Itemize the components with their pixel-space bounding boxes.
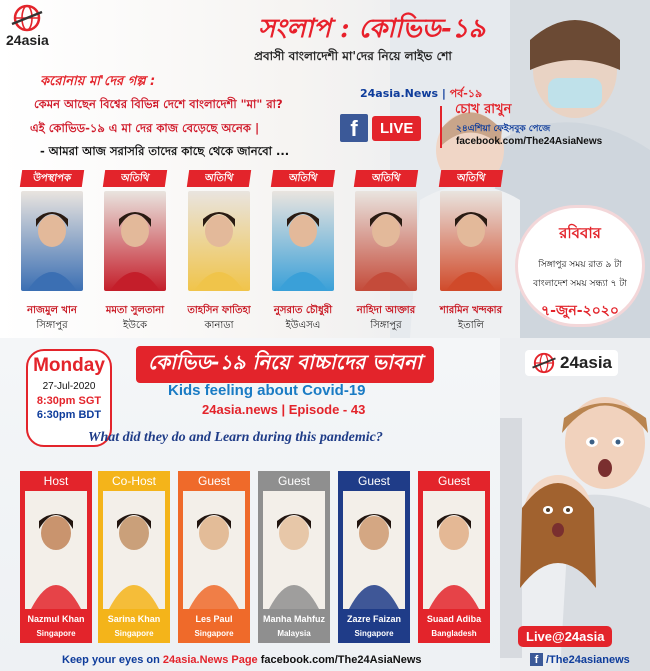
- kid-photo: [263, 491, 325, 609]
- top-logo: [6, 4, 49, 48]
- guest-country: ইউএসএ: [285, 320, 321, 331]
- kid-photo: [25, 491, 87, 609]
- kid-role: Guest: [357, 474, 390, 488]
- badge-bd-time: বাংলাদেশ সময় সন্ধ্যা ৭ টা: [533, 279, 627, 289]
- sgt-label: 8:30pm SGT: [36, 395, 102, 407]
- guest-photo: [440, 191, 502, 291]
- kid-name: Les Paul: [195, 614, 233, 624]
- guest-photo: [272, 191, 334, 291]
- child-icon: [25, 491, 87, 609]
- bottom-logo-text: 24asia: [560, 353, 612, 372]
- guest-card: [188, 170, 250, 291]
- child-icon: [103, 491, 165, 609]
- kid-name: Suaad Adiba: [426, 614, 482, 624]
- english-title: Kids feeling about Covid-19: [168, 382, 366, 399]
- story-heading: করোনায় মা'দের গল্প :: [40, 74, 156, 89]
- top-title: সংলাপ : কোভিড-১৯: [258, 14, 486, 44]
- guest-name: শারমিন খন্দকার: [439, 305, 503, 316]
- globe-icon: [10, 4, 44, 32]
- kid-photo: [183, 491, 245, 609]
- guest-card: [21, 170, 83, 291]
- person-icon: [355, 191, 417, 291]
- kid-country: Bangladesh: [431, 629, 477, 638]
- person-icon: [272, 191, 334, 291]
- story-line-3: - আমরা আজ সরাসরি তাদের কাছে থেকে জানবো ...: [40, 144, 290, 158]
- guest-role: অতিথি: [103, 170, 167, 187]
- guest-name: তাহসিন ফাতিহা: [187, 305, 251, 316]
- badge-day: রবিবার: [559, 224, 601, 242]
- child-icon: [423, 491, 485, 609]
- footer-fb-url[interactable]: facebook.com/The24AsiaNews: [260, 654, 422, 666]
- kid-name: Nazmul Khan: [27, 614, 85, 624]
- top-subtitle: প্রবাসী বাংলাদেশী মা'দের নিয়ে লাইভ শো: [254, 49, 452, 63]
- guest-role: অতিথি: [354, 170, 418, 187]
- child-icon: [183, 491, 245, 609]
- guest-photo: [188, 191, 250, 291]
- live-tag[interactable]: Live@24asia: [518, 626, 612, 647]
- date-badge: [518, 208, 642, 324]
- bottom-logo: [525, 350, 618, 376]
- episode-label: 24asia.news | Episode - 43: [202, 402, 366, 417]
- badge-date: ৭-জুন-২০২০: [540, 303, 620, 319]
- guest-card: [355, 170, 417, 291]
- day-label: Monday: [33, 355, 105, 376]
- guest-country: কানাডা: [204, 320, 234, 331]
- kid-country: Singapore: [354, 629, 394, 638]
- live-button[interactable]: LIVE: [372, 116, 421, 141]
- kid-name: Manha Mahfuz: [263, 614, 325, 624]
- guest-country: ইউকে: [122, 320, 147, 331]
- footer-link[interactable]: 24asia.News Page: [162, 654, 258, 666]
- guest-role: অতিথি: [271, 170, 335, 187]
- person-icon: [104, 191, 166, 291]
- guest-card: [104, 170, 166, 291]
- guest-role: উপস্থাপক: [20, 170, 84, 187]
- kid-photo: [103, 491, 165, 609]
- guest-photo: [355, 191, 417, 291]
- logo-text: 24asia: [6, 32, 49, 48]
- news-tag: 24asia.News | পর্ব-১৯: [360, 87, 483, 100]
- story-line-2: এই কোভিড-১৯ এ মা দের কাজ বেড়েছে অনেক |: [30, 121, 260, 135]
- kid-name: Zazre Faizan: [346, 614, 402, 624]
- kid-role: Guest: [197, 474, 230, 488]
- kid-country: Malaysia: [277, 629, 311, 638]
- guest-name: নাহিদা আক্তার: [356, 305, 416, 316]
- person-icon: [440, 191, 502, 291]
- child-icon: [343, 491, 405, 609]
- facebook-live[interactable]: [340, 114, 421, 142]
- fb-handle[interactable]: f /The24asianews: [530, 653, 630, 666]
- guest-country: ইতালি: [458, 320, 484, 331]
- guest-name: নাজমুল খান: [27, 305, 77, 316]
- guest-name: মমতা সুলতানা: [105, 305, 165, 316]
- story-line-1: কেমন আছেন বিশ্বের বিভিন্ন দেশে বাংলাদেশী "মা" রা?: [34, 97, 283, 111]
- bengali-title: কোভিড-১৯ নিয়ে বাচ্চাদের ভাবনা: [136, 346, 434, 383]
- guest-country: সিঙ্গাপুর: [36, 320, 68, 331]
- watch-label: চোখ রাখুন: [455, 102, 512, 117]
- guest-role: অতিথি: [187, 170, 251, 187]
- kid-country: Singapore: [36, 629, 76, 638]
- footer: Keep your eyes on 24asia.News Page facebook.com/The24AsiaNews: [62, 654, 422, 666]
- fb-page-text: ২৪এশিয়া ফেইসবুক পেজে: [456, 124, 551, 134]
- guest-country: সিঙ্গাপুর: [370, 320, 402, 331]
- bdt-label: 6:30pm BDT: [36, 409, 102, 421]
- child-icon: [263, 491, 325, 609]
- date-label: 27-Jul-2020: [42, 381, 96, 392]
- kid-country: Singapore: [114, 629, 154, 638]
- kid-role: Co-Host: [111, 474, 156, 488]
- kid-country: Singapore: [194, 629, 234, 638]
- kid-role: Guest: [437, 474, 470, 488]
- kid-photo: [423, 491, 485, 609]
- vertical-divider: [440, 106, 442, 148]
- guest-name: নুসরাত চৌধুরী: [273, 305, 333, 316]
- guest-card: [440, 170, 502, 291]
- guest-photo: [104, 191, 166, 291]
- kid-photo: [343, 491, 405, 609]
- facebook-icon: f: [530, 653, 543, 666]
- guest-card: [272, 170, 334, 291]
- question-text: What did they do and Learn during this pandemic?: [88, 430, 383, 445]
- kid-role: Host: [43, 474, 69, 488]
- guest-photo: [21, 191, 83, 291]
- facebook-icon: f: [340, 114, 368, 142]
- kid-name: Sarina Khan: [107, 614, 161, 624]
- badge-sg-time: সিঙ্গাপুর সময় রাত ৯ টা: [538, 260, 622, 270]
- kids-peeking-photo: [500, 338, 650, 671]
- fb-url[interactable]: facebook.com/The24AsiaNews: [456, 136, 603, 147]
- bottom-poster: [0, 338, 650, 671]
- globe-icon: [531, 352, 557, 374]
- person-icon: [188, 191, 250, 291]
- kid-role: Guest: [277, 474, 310, 488]
- guest-role: অতিথি: [439, 170, 503, 187]
- person-icon: [21, 191, 83, 291]
